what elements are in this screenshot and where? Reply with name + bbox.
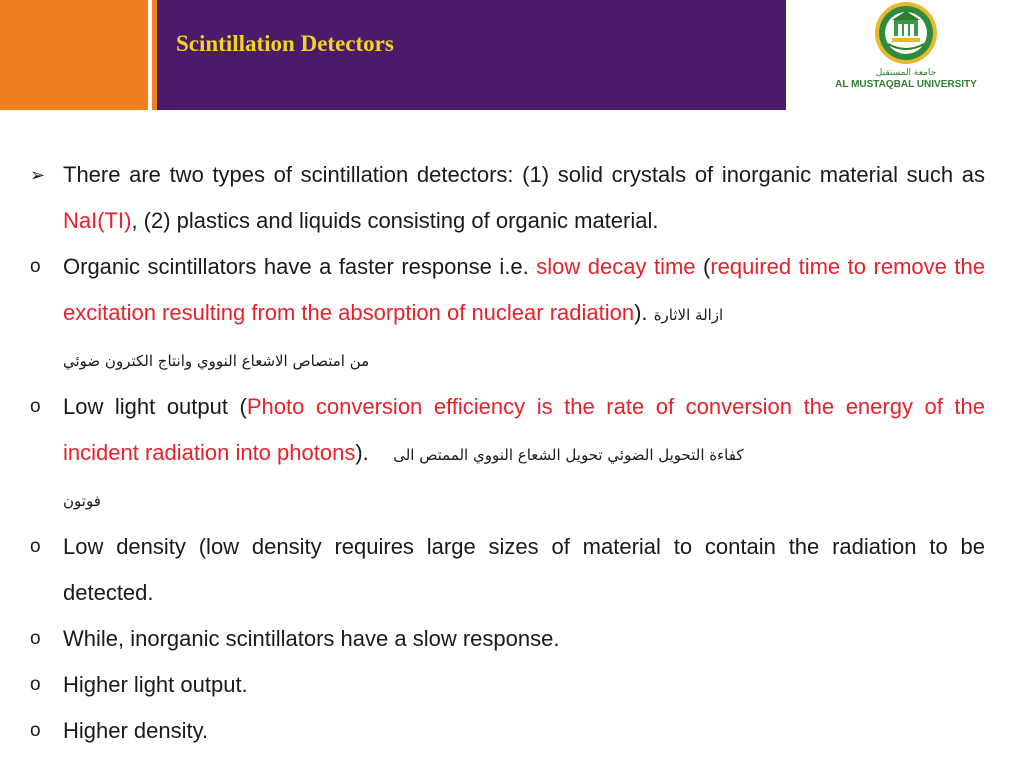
logo-arabic-name: جامعة المستقبل	[875, 68, 937, 78]
highlight-text: required time to remove the excitation resulting from the absorption of nuclear radiation	[63, 254, 985, 325]
slide-title: Scintillation Detectors	[176, 31, 394, 56]
circle-bullet-icon: o	[30, 536, 41, 557]
item-text: Organic scintillators have a faster response i.e.	[63, 254, 537, 279]
list-item-detector-types	[30, 152, 985, 244]
list-item-higher-density	[30, 708, 985, 754]
circle-bullet-icon: o	[30, 628, 41, 649]
list-item-organic-response	[30, 244, 985, 384]
item-text: ).	[355, 440, 369, 465]
item-text: , (2) plastics and liquids consisting of organic material.	[131, 208, 659, 233]
item-text: There are two types of scintillation detectors: (1) solid crystals of inorganic material such as	[63, 162, 985, 187]
header-orange-block	[0, 0, 148, 110]
logo-english-name: AL MUSTAQBAL UNIVERSITY	[835, 79, 977, 90]
arabic-note: ازالة الاثارة	[653, 306, 724, 324]
arabic-note: كفاءة التحويل الضوئي تحويل الشعاع النووي الممتص الى	[393, 446, 744, 464]
circle-bullet-icon: o	[30, 256, 41, 277]
item-text: Higher light output.	[63, 672, 248, 697]
highlight-text: Photo conversion efficiency is the rate of conversion the energy of the incident radiation into photons	[63, 394, 985, 465]
circle-bullet-icon: o	[30, 720, 41, 741]
slide-content	[30, 152, 985, 754]
item-text: Low density (low density requires large sizes of material to contain the radiation to be detected.	[63, 534, 985, 605]
arabic-note: فوتون	[63, 492, 101, 510]
arrow-bullet-icon: ➢	[30, 165, 46, 185]
arabic-note: من امتصاص الاشعاع النووي وانتاج الكترون ضوئي	[63, 352, 370, 370]
university-seal-icon	[818, 0, 994, 66]
item-text: While, inorganic scintillators have a slow response.	[63, 626, 560, 651]
item-text: Higher density.	[63, 718, 209, 743]
university-logo	[818, 0, 994, 92]
highlight-text: NaI(TI)	[63, 208, 132, 233]
list-item-inorganic-response	[30, 616, 985, 662]
list-item-low-density	[30, 524, 985, 616]
list-item-light-output	[30, 384, 985, 524]
circle-bullet-icon: o	[30, 396, 41, 417]
highlight-text: slow decay time	[536, 254, 696, 279]
list-item-higher-light-output	[30, 662, 985, 708]
item-text: (	[695, 254, 711, 279]
item-text: ).	[634, 300, 648, 325]
item-text: Low light output (	[63, 394, 247, 419]
circle-bullet-icon: o	[30, 674, 41, 695]
